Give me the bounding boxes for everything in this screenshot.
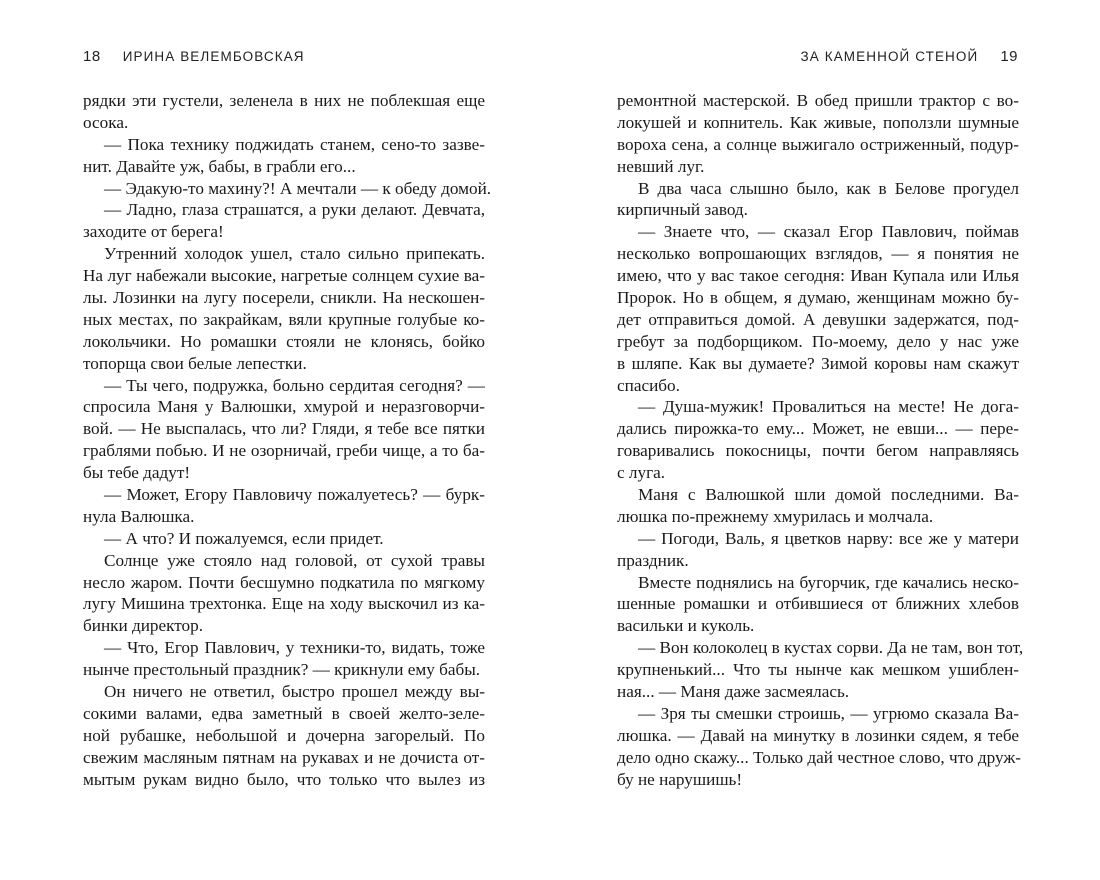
right-body-text — [617, 90, 1024, 791]
page-number: 18 — [83, 48, 101, 65]
text-line: лугу Мишина трехтонка. Еще на ходу выскочил из ка- — [83, 594, 485, 614]
text-line: Маня с Валюшкой шли домой последними. Ва- — [638, 485, 1019, 505]
text-line: сокими валами, едва заметный в своей желто-зеле- — [83, 703, 485, 723]
text-line: с луга. — [617, 463, 666, 483]
text-line: праздник. — [617, 550, 689, 570]
text-line: — Ладно, глаза страшатся, а руки делают. Девчата, — [104, 200, 485, 220]
text-line: — Пока технику поджидать станем, сено-то зазве- — [104, 134, 485, 154]
text-line: Он ничего не ответил, быстро прошел между вы- — [104, 682, 485, 702]
text-line: несло жаром. Почти бесшумно подкатила по мягкому — [83, 572, 485, 592]
text-line: люшка. — Давай на минутку в лозинки сядем, я тебе — [617, 725, 1019, 745]
text-line: — Может, Егору Павловичу пожалуетесь? — бурк- — [104, 485, 485, 505]
text-line: Солнце уже стояло над головой, от сухой травы — [104, 550, 485, 570]
text-line: локушей и копнитель. Как живые, поползли шумные — [617, 112, 1019, 132]
text-line: — Знаете что, — сказал Егор Павлович, поймав — [638, 222, 1019, 242]
text-line: крупненький... Что ты нынче как мешком ушиблен- — [617, 660, 1019, 680]
text-line: топорща свои белые лепестки. — [83, 353, 307, 373]
text-line: кирпичный завод. — [617, 200, 748, 220]
text-line: нынче престольный праздник? — крикнули ему бабы. — [83, 660, 481, 680]
text-line: мытым рукам видно было, что только что вылез из — [83, 769, 485, 789]
text-line: осока. — [83, 112, 129, 132]
text-line: — Погоди, Валь, я цветков нарву: все же у матери — [638, 528, 1019, 548]
text-line: В два часа слышно было, как в Белове прогудел — [638, 178, 1019, 198]
text-line: — Ты чего, подружка, больно сердитая сегодня? — — [104, 375, 485, 395]
text-line: — Что, Егор Павлович, у техники-то, видать, тоже — [104, 638, 485, 658]
text-line: вой. — Не выспалась, что ли? Гляди, я тебе все пятки — [83, 419, 485, 439]
text-line: говаривались покосницы, почти бегом направляясь — [617, 441, 1019, 461]
text-line: спасибо. — [617, 375, 680, 395]
text-line: На луг набежали высокие, нагретые солнцем сухие ва- — [83, 266, 485, 286]
text-line: имею, что у вас такое сегодня: Иван Купала или Илья — [617, 266, 1019, 286]
text-line: — Зря ты смешки строишь, — угрюмо сказала Ва- — [638, 703, 1019, 723]
text-line: — Вон колоколец в кустах сорви. Да не там, вон тот, — [638, 638, 1024, 658]
left-running-head — [83, 48, 305, 65]
text-line: нит. Давайте уж, бабы, в грабли его... — [83, 156, 356, 176]
text-line: гребут за подборщиком. По-моему, дело у нас уже — [617, 331, 1019, 351]
text-line: дались пирожка-то ему... Может, не евши... — пере- — [617, 419, 1019, 439]
text-line: нула Валюшка. — [83, 506, 195, 526]
text-line: спросила Маня у Валюшки, хмурой и неразговорчи- — [83, 397, 485, 417]
right-page — [550, 0, 1100, 880]
text-line: люшка по-прежнему хмурилась и молчала. — [617, 506, 934, 526]
text-line: васильки и куколь. — [617, 616, 755, 636]
text-line: Пророк. Но в общем, я думаю, женщинам можно бу- — [617, 288, 1019, 308]
text-line: шенные ромашки и отбившиеся от ближних хлебов — [617, 594, 1019, 614]
text-line: ной рубашке, небольшой и дочерна загорелый. По — [83, 725, 485, 745]
text-line: локольчики. Но ромашки стояли не клонясь, бойко — [83, 331, 485, 351]
page-number: 19 — [1000, 48, 1018, 65]
left-body-text — [83, 90, 492, 791]
text-line: лы. Лозинки на лугу посерели, сникли. На нескошен- — [83, 288, 485, 308]
book-title: ЗА КАМЕННОЙ СТЕНОЙ — [800, 49, 979, 64]
text-line: невший луг. — [617, 156, 705, 176]
text-line: — А что? И пожалуемся, если придет. — [104, 528, 384, 548]
text-line: заходите от берега! — [83, 222, 224, 242]
text-line: — Эдакую-то махину?! А мечтали — к обеду домой. — [104, 178, 492, 198]
text-line: дет отправиться домой. А девушки задержатся, под- — [617, 309, 1019, 329]
text-line: рядки эти густели, зеленела в них не поблекшая еще — [83, 91, 485, 110]
text-line: дело одно скажу... Только дай честное слово, что друж- — [617, 747, 1021, 767]
text-line: граблями побью. И не озорничай, греби чище, а то ба- — [83, 441, 485, 461]
text-line: Вместе поднялись на бугорчик, где качались неско- — [638, 572, 1019, 592]
text-line: вороха сена, а солнце выжигало остриженный, подур- — [617, 134, 1019, 154]
text-line: Утренний холодок ушел, стало сильно припекать. — [104, 244, 485, 264]
text-line: бы тебе дадут! — [83, 463, 191, 483]
text-line: бинки директор. — [83, 616, 204, 636]
text-line: — Душа-мужик! Провалиться на месте! Не дога- — [638, 397, 1019, 417]
text-line: ных местах, по закрайкам, вяли крупные голубые ко- — [83, 309, 485, 329]
text-line: свежим масляным пятнам на рукавах и не дочиста от- — [83, 747, 485, 767]
text-line: бу не нарушишь! — [617, 769, 743, 789]
author-name: ИРИНА ВЕЛЕМБОВСКАЯ — [122, 49, 305, 64]
text-line: ная... — Маня даже засмеялась. — [617, 682, 850, 702]
right-running-head — [801, 48, 1018, 65]
text-line: в шляпе. Как вы думаете? Зимой коровы нам скажут — [617, 353, 1019, 373]
text-line: ремонтной мастерской. В обед пришли трактор с во- — [617, 91, 1019, 110]
text-line: несколько вопрошающих взглядов, — я понятия не — [617, 244, 1019, 264]
